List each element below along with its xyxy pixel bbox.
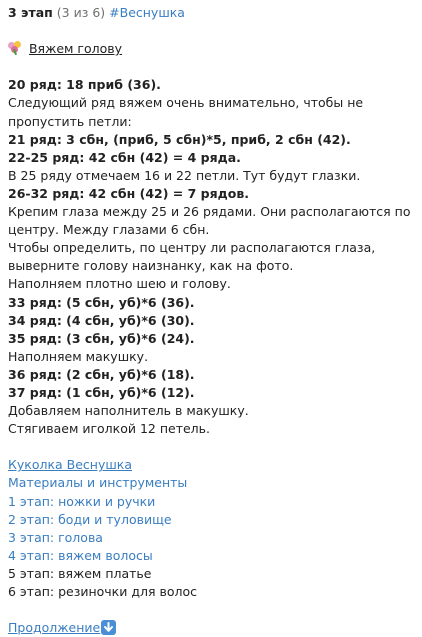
instruction-row-bold: 36 ряд: (2 сбн, уб)*6 (18). bbox=[8, 366, 195, 382]
section-heading bbox=[8, 40, 414, 58]
instruction-line: Наполняем плотно шею и голову. bbox=[8, 276, 231, 292]
spacer bbox=[8, 438, 414, 456]
instruction-row-bold: 34 ряд: (4 сбн, уб)*6 (30). bbox=[8, 312, 195, 328]
toc-item: 6 этап: резиночки для волос bbox=[8, 584, 197, 599]
instruction-row-bold: 22-25 ряд: 42 сбн (42) = 4 ряда. bbox=[8, 149, 241, 165]
continuation-row bbox=[8, 619, 414, 637]
section-title: Вяжем голову bbox=[28, 41, 123, 57]
toc-link[interactable]: 4 этап: вяжем волосы bbox=[8, 547, 153, 563]
instructions-block bbox=[8, 76, 414, 438]
instruction-row-bold: 21 ряд: 3 сбн, (приб, 5 сбн)*5, приб, 2 сбн (42). bbox=[8, 131, 351, 147]
spacer bbox=[8, 22, 414, 40]
hashtag-link[interactable]: #Веснушка bbox=[109, 5, 185, 20]
spacer bbox=[8, 601, 414, 619]
instruction-line: выверните голову наизнанку, как на фото. bbox=[8, 258, 294, 274]
toc-link[interactable]: Материалы и инструменты bbox=[8, 475, 188, 491]
toc-link[interactable]: 1 этап: ножки и ручки bbox=[8, 493, 156, 509]
instruction-line: Чтобы определить, по центру ли располагаются глаза, bbox=[8, 240, 376, 256]
stage-title: 3 этап bbox=[8, 5, 53, 20]
instruction-row-bold: 35 ряд: (3 сбн, уб)*6 (24). bbox=[8, 330, 195, 346]
instruction-line: Следующий ряд вяжем очень внимательно, чтобы не bbox=[8, 95, 364, 111]
toc-link[interactable]: 2 этап: боди и туловище bbox=[8, 511, 172, 527]
instruction-line: Стягиваем иголкой 12 петель. bbox=[8, 421, 211, 437]
toc-item: 5 этап: вяжем платье bbox=[8, 565, 152, 581]
toc-list bbox=[8, 474, 414, 601]
instruction-row-bold: 26-32 ряд: 42 сбн (42) = 7 рядов. bbox=[8, 185, 249, 201]
instruction-row-bold: 37 ряд: (1 сбн, уб)*6 (12). bbox=[8, 384, 195, 400]
flower-bouquet-icon bbox=[8, 41, 23, 55]
toc-title bbox=[8, 456, 414, 474]
toc-title-link[interactable]: Куколка Веснушка bbox=[8, 457, 132, 473]
spacer bbox=[8, 58, 414, 76]
toc-link[interactable]: 3 этап: голова bbox=[8, 529, 103, 545]
instruction-line: Крепим глаза между 25 и 26 рядами. Они располагаются по bbox=[8, 204, 411, 220]
instruction-line: центру. Между глазами 6 сбн. bbox=[8, 222, 210, 238]
stage-header bbox=[8, 4, 414, 22]
continuation-link[interactable]: Продолжение bbox=[8, 620, 101, 636]
instruction-row-bold: 33 ряд: (5 сбн, уб)*6 (36). bbox=[8, 294, 195, 310]
instruction-line: В 25 ряду отмечаем 16 и 22 петли. Тут будут глазки. bbox=[8, 167, 361, 183]
instruction-line: Добавляем наполнитель в макушку. bbox=[8, 403, 249, 419]
instruction-row-bold: 20 ряд: 18 приб (36). bbox=[8, 77, 161, 93]
arrow-down-icon bbox=[101, 620, 116, 635]
instruction-line: пропустить петли: bbox=[8, 113, 132, 129]
stage-counter: (3 из 6) bbox=[56, 5, 106, 20]
instruction-line: Наполняем макушку. bbox=[8, 348, 149, 364]
